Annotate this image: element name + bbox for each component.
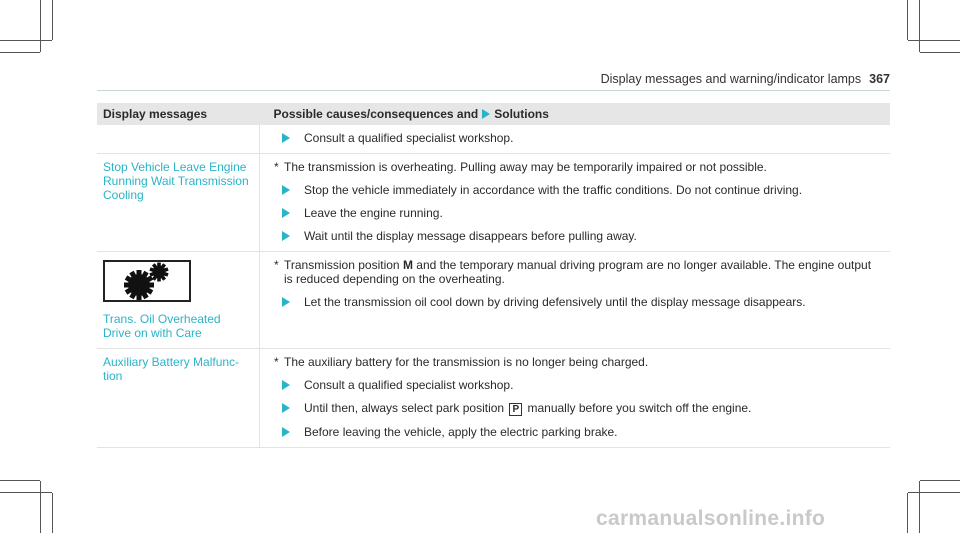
- message-cell: [97, 125, 260, 154]
- cause-text-part: and the temporary manual driving program are no longer available. The engine output is reduced depending on the overheating.: [284, 258, 872, 286]
- solutions-header-prefix: Possible causes/consequences and: [273, 107, 479, 121]
- arrow-icon: [482, 109, 490, 119]
- crop-mark: [0, 492, 52, 493]
- crop-mark: [52, 0, 53, 40]
- gear-position-m: M: [402, 258, 413, 272]
- cause-text-part: Transmission position: [284, 258, 400, 272]
- section-title: Display messages and warning/indicator lamps: [600, 72, 862, 86]
- solution-step: [274, 131, 880, 145]
- watermark: carmanualsonline.info: [596, 507, 826, 530]
- display-message: Auxiliary Battery Malfunc-tion: [103, 355, 240, 383]
- cause-text: The transmission is overheating. Pulling away may be temporarily impaired or not possible.: [284, 160, 767, 174]
- overheated-gears-icon: [103, 260, 191, 302]
- column-header-messages: Display messages: [97, 103, 260, 125]
- crop-mark: [908, 492, 960, 493]
- solution-step: [274, 401, 880, 416]
- gears-icon: [113, 262, 183, 300]
- solution-step: [274, 425, 880, 439]
- message-cell: [97, 252, 260, 349]
- crop-mark: [52, 493, 53, 533]
- arrow-icon: [282, 403, 290, 413]
- table-header-row: [97, 103, 890, 125]
- column-header-solutions: [260, 103, 891, 125]
- arrow-icon: [282, 133, 290, 143]
- display-message-line1: Trans. Oil Overheated: [103, 312, 221, 326]
- solution-step: [274, 206, 880, 220]
- display-messages-table: [97, 103, 890, 448]
- solution-cell: [260, 125, 891, 154]
- crop-mark: [907, 0, 908, 40]
- running-header: [600, 72, 890, 86]
- crop-mark: [0, 480, 40, 481]
- cause-text: The auxiliary battery for the transmission is no longer being charged.: [284, 355, 649, 369]
- footnote-marker: *: [274, 258, 279, 272]
- solution-step: [274, 295, 880, 309]
- header-rule: [97, 90, 890, 91]
- step-text: Wait until the display message disappears before pulling away.: [304, 229, 637, 243]
- table-row: [97, 349, 890, 448]
- arrow-icon: [282, 185, 290, 195]
- cause-text: [284, 258, 880, 286]
- arrow-icon: [282, 380, 290, 390]
- message-cell: [97, 349, 260, 448]
- message-cell: [97, 154, 260, 252]
- cause-description: [274, 355, 880, 369]
- solution-cell: [260, 252, 891, 349]
- solution-cell: [260, 154, 891, 252]
- solution-step: [274, 229, 880, 243]
- footnote-marker: *: [274, 355, 279, 369]
- crop-mark: [907, 493, 908, 533]
- step-text: [304, 401, 751, 416]
- step-text: Consult a qualified specialist workshop.: [304, 131, 514, 145]
- table-row: [97, 154, 890, 252]
- crop-mark: [919, 481, 920, 533]
- arrow-icon: [282, 231, 290, 241]
- display-message: Stop Vehicle Leave Engine Running Wait Transmission Cooling: [103, 160, 249, 202]
- cause-description: [274, 258, 880, 286]
- arrow-icon: [282, 208, 290, 218]
- page-number: 367: [869, 72, 890, 86]
- step-text: Stop the vehicle immediately in accordance with the traffic conditions. Do not continue driving.: [304, 183, 803, 197]
- crop-mark: [40, 481, 41, 533]
- solution-step: [274, 378, 880, 392]
- crop-mark: [0, 52, 40, 53]
- crop-mark: [920, 480, 960, 481]
- table-row: [97, 252, 890, 349]
- display-message-line2: Drive on with Care: [103, 326, 202, 340]
- park-position-icon: P: [509, 403, 522, 416]
- crop-mark: [0, 40, 52, 41]
- arrow-icon: [282, 297, 290, 307]
- table-row: [97, 125, 890, 154]
- solution-cell: [260, 349, 891, 448]
- step-text-part: Until then, always select park position: [304, 401, 505, 415]
- step-text: Leave the engine running.: [304, 206, 443, 220]
- step-text: Let the transmission oil cool down by driving defensively until the display message disappears.: [304, 295, 806, 309]
- crop-mark: [40, 0, 41, 52]
- step-text-part: manually before you switch off the engine.: [527, 401, 752, 415]
- crop-mark: [919, 0, 920, 52]
- solution-step: [274, 183, 880, 197]
- arrow-icon: [282, 427, 290, 437]
- step-text: Consult a qualified specialist workshop.: [304, 378, 514, 392]
- footnote-marker: *: [274, 160, 279, 174]
- step-text: Before leaving the vehicle, apply the electric parking brake.: [304, 425, 618, 439]
- solutions-header-suffix: Solutions: [494, 107, 549, 121]
- crop-mark: [908, 40, 960, 41]
- crop-mark: [920, 52, 960, 53]
- cause-description: [274, 160, 880, 174]
